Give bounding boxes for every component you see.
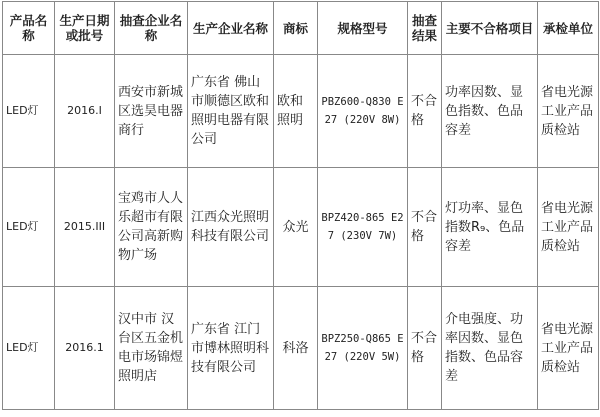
header-failed-items: 主要不合格项目 (442, 2, 538, 55)
cell-product: LED灯 (3, 55, 55, 168)
cell-model: BPZ250-Q865 E27 (220V 5W) (318, 287, 408, 410)
cell-manufacturer: 江西众光照明科技有限公司 (188, 168, 274, 287)
cell-brand: 科洛 (274, 287, 318, 410)
cell-brand: 欧和照明 (274, 55, 318, 168)
header-model: 规格型号 (318, 2, 408, 55)
header-sampled-company: 抽查企业名称 (115, 2, 188, 55)
cell-product: LED灯 (3, 287, 55, 410)
cell-brand: 众光 (274, 168, 318, 287)
header-inspector: 承检单位 (538, 2, 599, 55)
cell-batch: 2015.III (55, 168, 115, 287)
cell-model: BPZ420-865 E27 (230V 7W) (318, 168, 408, 287)
header-brand: 商标 (274, 2, 318, 55)
header-manufacturer: 生产企业名称 (188, 2, 274, 55)
cell-product: LED灯 (3, 168, 55, 287)
cell-manufacturer: 广东省 江门市博林照明科技有限公司 (188, 287, 274, 410)
header-result: 抽查结果 (408, 2, 442, 55)
cell-result: 不合格 (408, 168, 442, 287)
header-product-name: 产品名称 (3, 2, 55, 55)
cell-inspector: 省电光源工业产品质检站 (538, 55, 599, 168)
cell-sampled-company: 汉中市 汉台区五金机电市场锦煜照明店 (115, 287, 188, 410)
cell-result: 不合格 (408, 55, 442, 168)
cell-sampled-company: 西安市新城区选昊电器商行 (115, 55, 188, 168)
table-row (3, 287, 599, 410)
cell-result: 不合格 (408, 287, 442, 410)
cell-sampled-company: 宝鸡市人人乐超市有限公司高新购物广场 (115, 168, 188, 287)
cell-failed-items: 灯功率、显色指数R₉、色品容差 (442, 168, 538, 287)
table-row (3, 168, 599, 287)
cell-failed-items: 功率因数、显色指数、色品容差 (442, 55, 538, 168)
cell-inspector: 省电光源工业产品质检站 (538, 287, 599, 410)
cell-batch: 2016.I (55, 55, 115, 168)
cell-batch: 2016.1 (55, 287, 115, 410)
cell-model: PBZ600-Q830 E27 (220V 8W) (318, 55, 408, 168)
cell-failed-items: 介电强度、功率因数、显色指数、色品容差 (442, 287, 538, 410)
cell-inspector: 省电光源工业产品质检站 (538, 168, 599, 287)
inspection-results-table (2, 1, 599, 410)
cell-manufacturer: 广东省 佛山市顺德区欧和照明电器有限公司 (188, 55, 274, 168)
header-production-date: 生产日期或批号 (55, 2, 115, 55)
table-row (3, 55, 599, 168)
table-header-row (3, 2, 599, 55)
